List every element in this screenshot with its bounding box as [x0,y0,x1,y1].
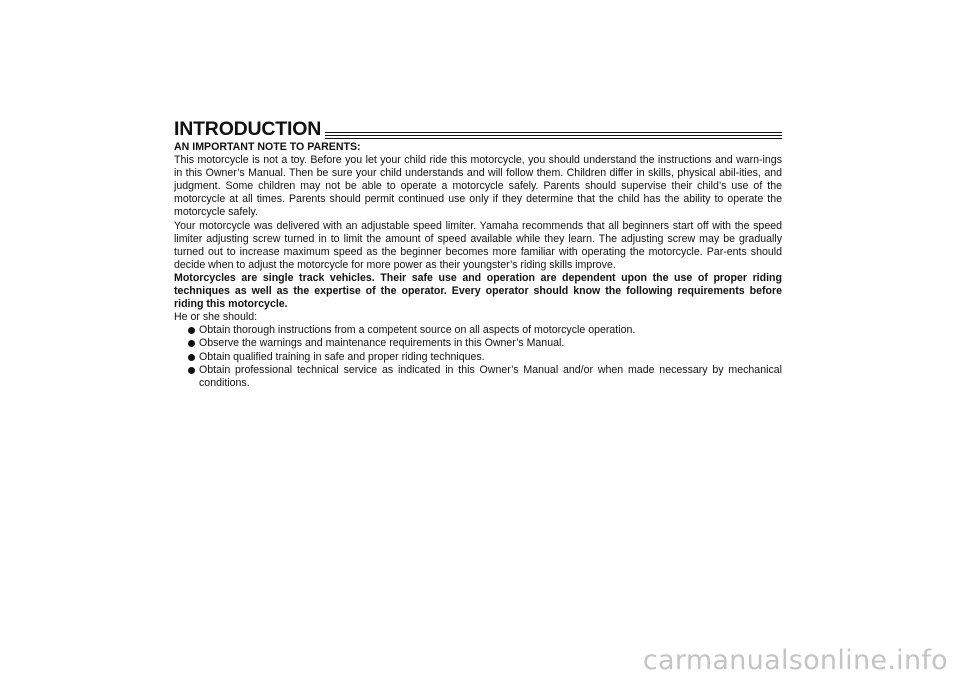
paragraph: Your motorcycle was delivered with an adjustable speed limiter. Yamaha recommends that all beginners start off with the speed limiter adjusting screw turned in to limit the amount of speed available while they learn. The adjusting screw may be gradually turned out to increase maximum speed as the beginner becomes more familiar with operating the motorcycle. Par-ents should decide when to adjust the motorcycle for more power as their youngster’s riding skills improve. [174,219,782,271]
list-item-text: Observe the warnings and maintenance requirements in this Owner’s Manual. [199,337,565,350]
bullet-icon [188,354,195,361]
list-item-text: Obtain qualified training in safe and proper riding techniques. [199,350,485,363]
bullet-icon [188,327,195,334]
bullet-icon [188,340,195,347]
list-item-text: Obtain thorough instructions from a competent source on all aspects of motorcycle operation. [199,324,636,337]
page-title: INTRODUCTION [174,118,325,140]
body-text [174,141,782,390]
bullet-icon [188,367,195,374]
list-item [188,364,782,390]
list-item [188,351,782,364]
manual-page [174,118,782,390]
subheading: AN IMPORTANT NOTE TO PARENTS: [174,141,361,153]
lead-in-text: He or she should: [174,311,258,324]
section-header [174,118,782,140]
watermark: carmanualsonline.info [642,645,948,676]
paragraph: This motorcycle is not a toy. Before you let your child ride this motorcycle, you should understand the instructions and warn-ings in this Owner’s Manual. Then be sure your child understands and will follow them. Children differ in skills, physical abil-ities, and judgment. Some children may not be able to operate a motorcycle safely. Parents should supervise their child’s use of the motorcycle at all times. Parents should permit continued use only if they determine that the child has the ability to operate the motorcycle safely. [174,154,782,219]
list-item-text: Obtain professional technical service as indicated in this Owner’s Manual and/or when made necessary by mechanical conditions. [199,363,782,389]
requirements-list [174,324,782,389]
list-item [188,337,782,350]
bold-paragraph: Motorcycles are single track vehicles. Their safe use and operation are dependent upon the use of proper riding techniques as well as the expertise of the operator. Every operator should know the following requirements before riding this motorcycle. [174,271,782,311]
list-item [188,324,782,337]
